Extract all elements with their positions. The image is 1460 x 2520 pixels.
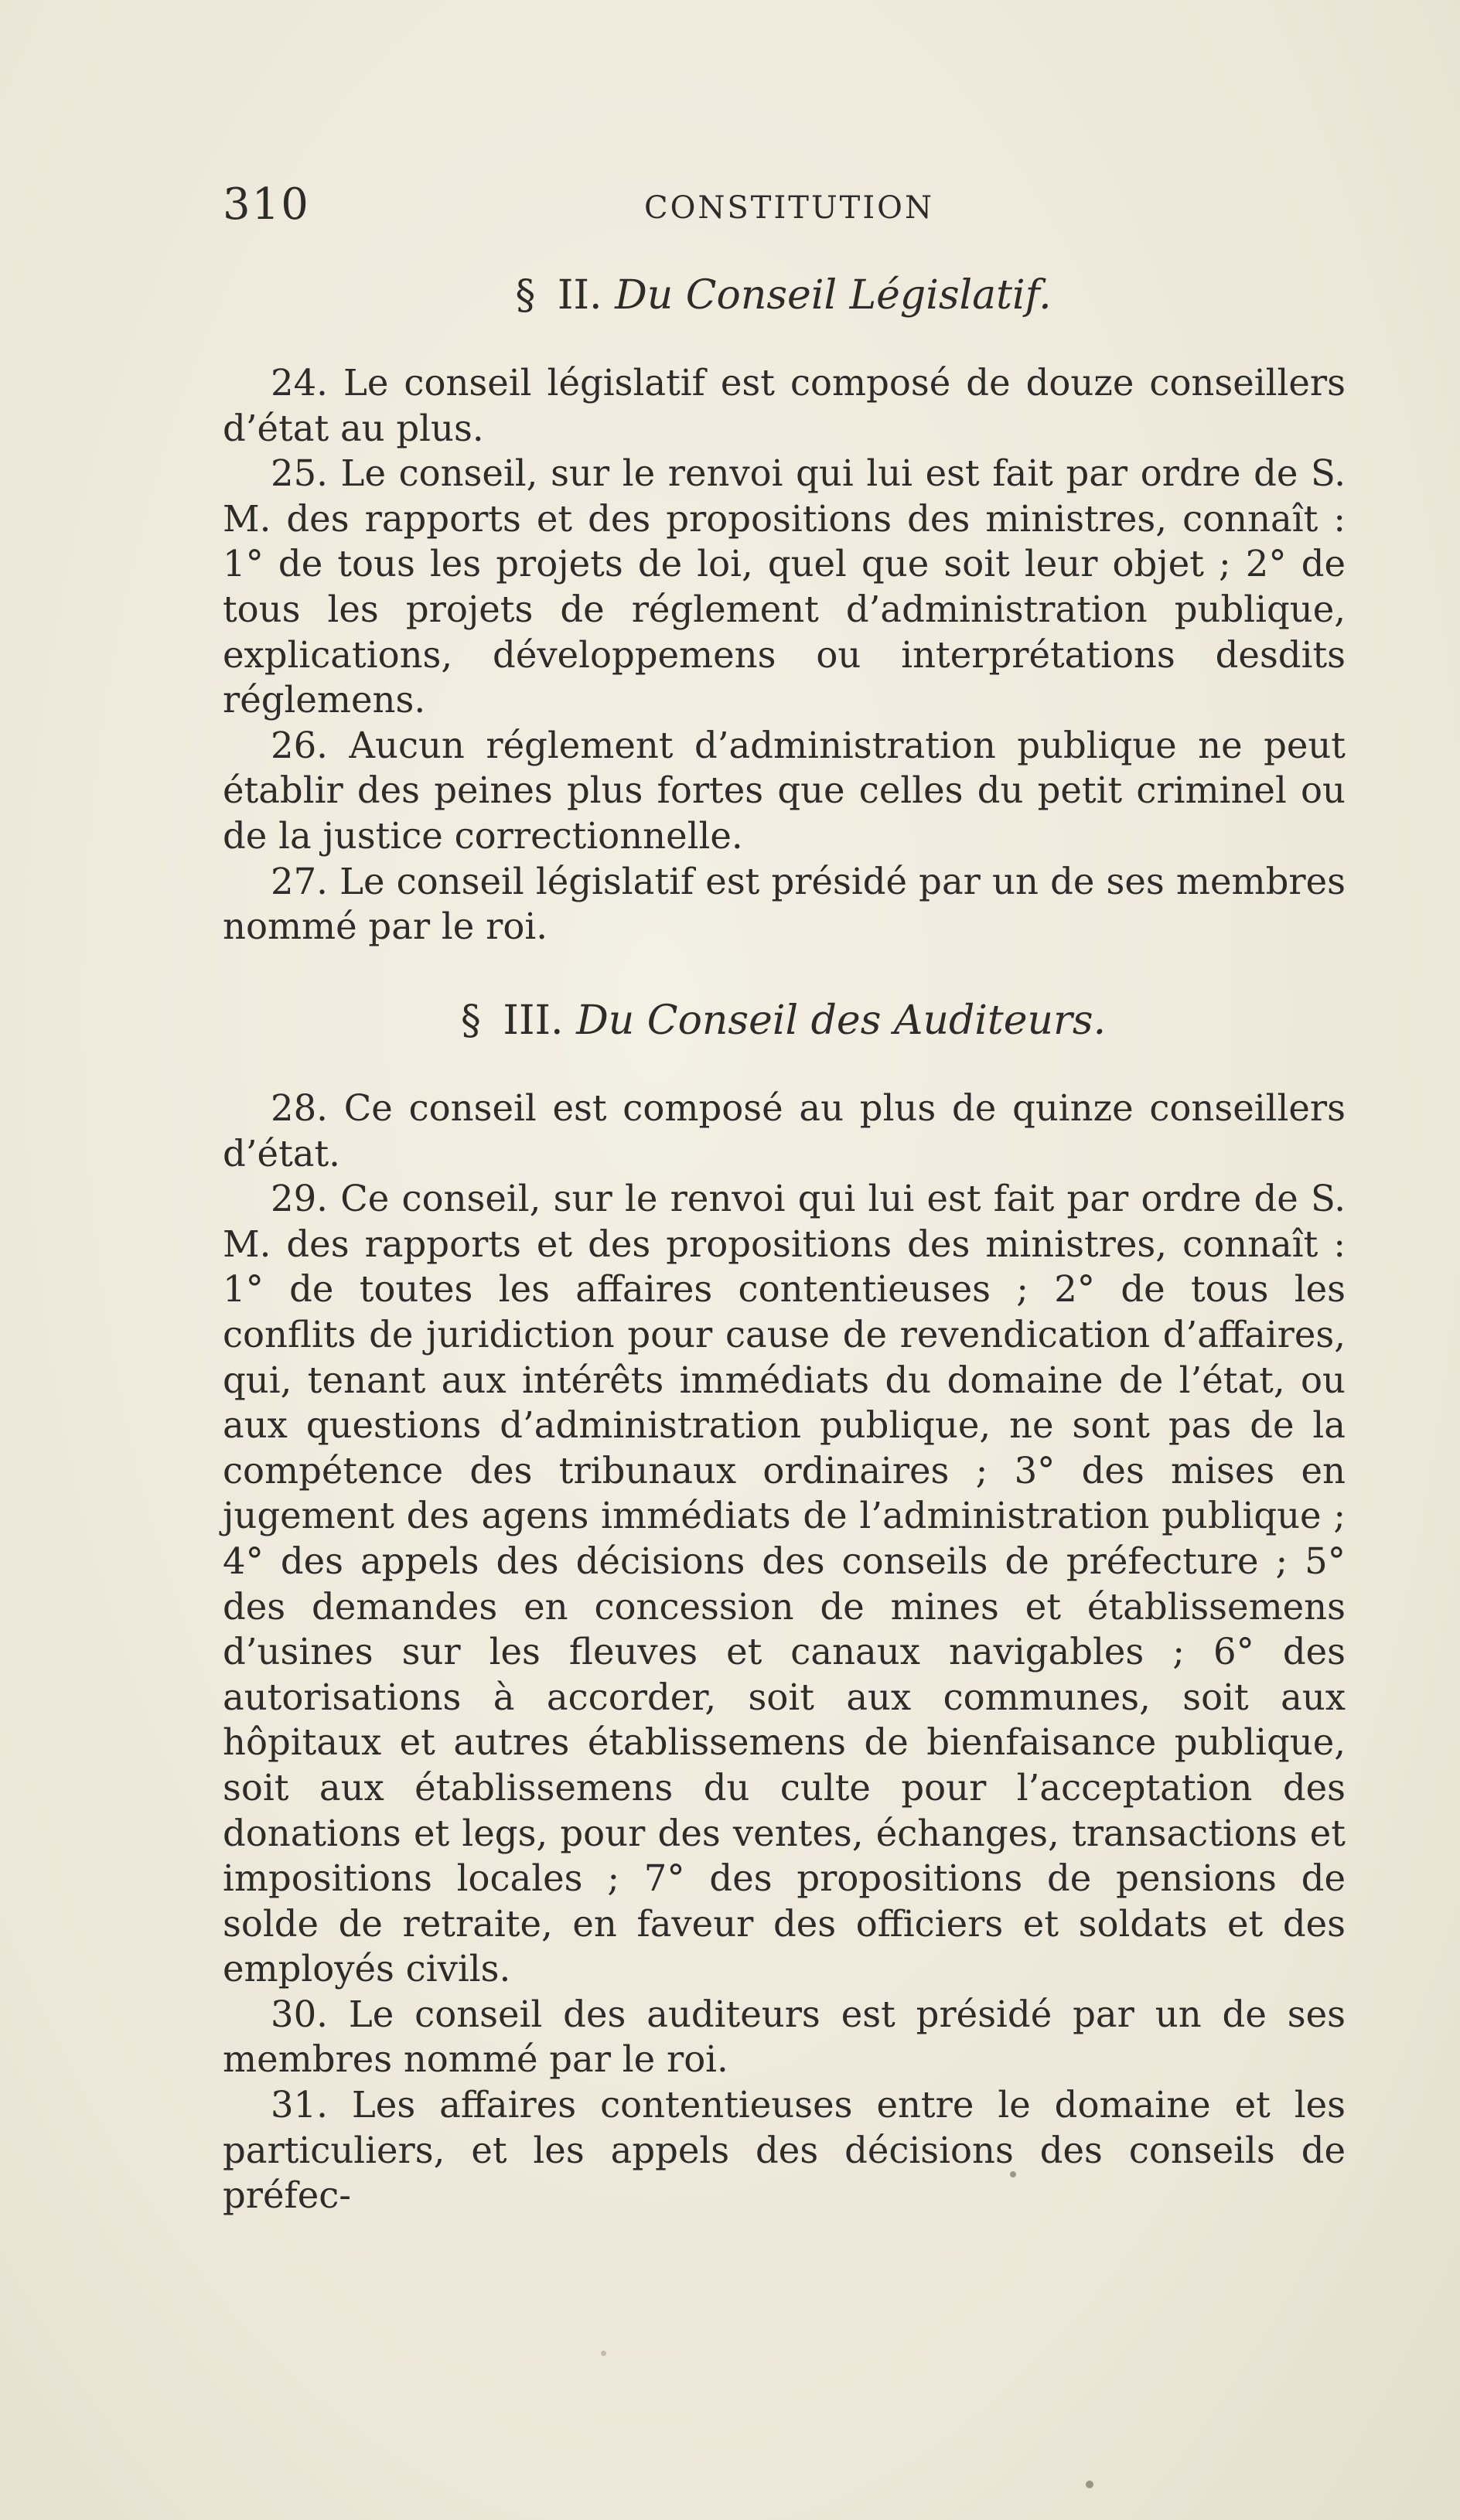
running-head — [223, 179, 1344, 234]
paper-speck — [601, 2351, 606, 2356]
article-24: 24. Le conseil législatif est composé de douze conseillers d’état au plus. — [223, 362, 1346, 449]
article-29: 29. Ce conseil, sur le renvoi qui lui est fait par ordre de S. M. des rapports et des propositions des ministres, connaît : 1° de toutes les affaires contentieuses ; 2° de tous les conflits de juridiction pour cause de revendication d’affaires, qui, tenant aux intérêts immédiats du domaine de l’état, ou aux questions d’administration publique, ne sont pas de la compétence des tribunaux ordinaires ; 3° des mises en jugement des agens immédiats de l’administration publique ; 4° des appels des décisions des conseils de préfecture ; 5° des demandes en concession de mines et établissemens d’usines sur les fleuves et canaux navigables ; 6° des autorisations à accorder, soit aux communes, soit aux hôpitaux et autres établissemens de bienfaisance publique, soit aux établissemens du culte pour l’acceptation des donations et legs, pour des ventes, échanges, transactions et impositions locales ; 7° des propositions de pensions de solde de retraite, en faveur des officiers et soldats et des employés civils. — [223, 1178, 1346, 1990]
article-31: 31. Les affaires contentieuses entre le domaine et les particuliers, et les appels des décisions des conseils de préfec- — [223, 2084, 1346, 2217]
article-26: 26. Aucun réglement d’administration publique ne peut établir des peines plus fortes que celles du petit criminel ou de la justice correctionnelle. — [223, 724, 1346, 857]
article-28: 28. Ce conseil est composé au plus de quinze conseillers d’état. — [223, 1087, 1346, 1175]
paper-speck — [1010, 2171, 1016, 2177]
article-30: 30. Le conseil des auditeurs est présidé par un de ses membres nommé par le roi. — [223, 1993, 1346, 2081]
section-title: Du Conseil Législatif. — [615, 272, 1052, 319]
section-heading-iii — [223, 997, 1344, 1044]
page-number: 310 — [223, 179, 310, 230]
section-iii-text — [223, 1086, 1346, 2218]
section-title: Du Conseil des Auditeurs. — [576, 997, 1107, 1044]
section-number: III. — [503, 997, 564, 1044]
section-heading-ii — [223, 272, 1344, 319]
section-number: II. — [557, 272, 602, 319]
paper-speck — [1086, 2481, 1093, 2488]
running-title: CONSTITUTION — [644, 190, 934, 226]
section-mark: § — [515, 272, 536, 319]
section-ii-text — [223, 360, 1346, 950]
section-mark: § — [460, 997, 481, 1044]
article-25: 25. Le conseil, sur le renvoi qui lui est fait par ordre de S. M. des rapports et des propositions des ministres, connaît : 1° de tous les projets de loi, quel que soit leur objet ; 2° de tous les projets de réglement d’administration publique, explications, développemens ou interprétations desdits réglemens. — [223, 452, 1346, 721]
article-27: 27. Le conseil législatif est présidé par un de ses membres nommé par le roi. — [223, 860, 1346, 948]
